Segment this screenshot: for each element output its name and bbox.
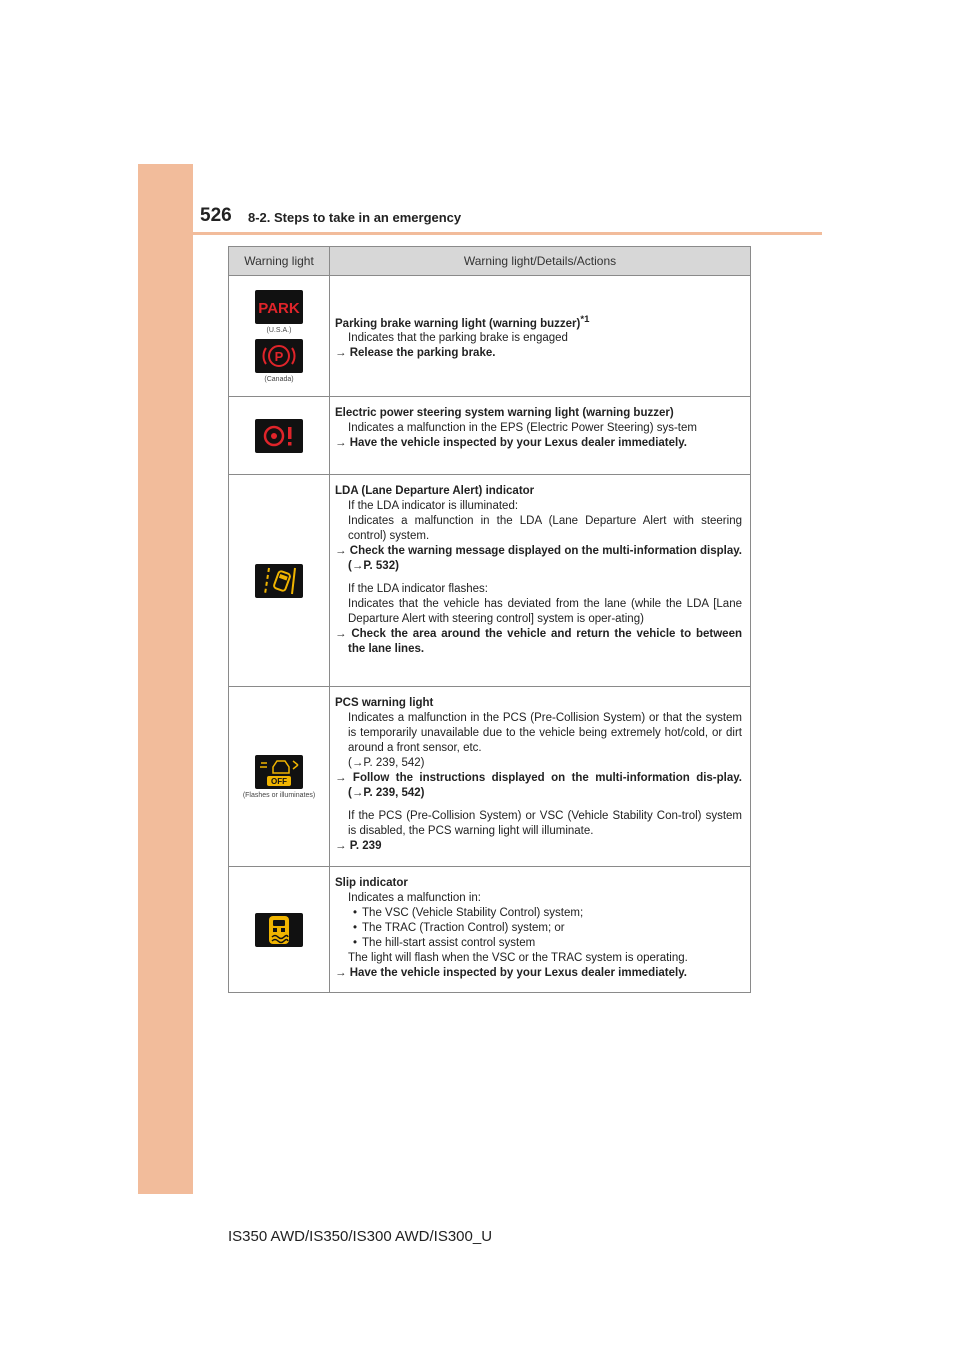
row-description: Indicates a malfunction in the PCS (Pre-Collision System) or that the system is temporarily unavailable due to the vehicle being extremely hot/cold, or dirt around a front sensor, etc.: [348, 712, 742, 754]
warning-light-table: [228, 246, 751, 993]
row-reference: (→P. 239, 542): [348, 757, 425, 769]
details-cell: [330, 867, 751, 993]
table-row: [229, 397, 751, 475]
row-action: → Follow the instructions displayed on the multi-information dis-play. (→P. 239, 542): [335, 772, 742, 799]
row-action: → Check the area around the vehicle and return the vehicle to between the lane lines.: [335, 628, 742, 655]
row-description: Indicates that the vehicle has deviated from the lane (while the LDA [Lane Departure Alert with steering control] system is oper-ating): [348, 598, 742, 625]
row-action: → Check the warning message displayed on the multi-information display. (→P. 532): [335, 545, 743, 572]
row-condition: If the LDA indicator is illuminated:: [348, 500, 519, 512]
icon-cell: [229, 867, 330, 993]
table-row: [229, 276, 751, 397]
row-action: → Release the parking brake.: [335, 347, 496, 360]
eps-warning-icon: [255, 419, 303, 453]
row-description: Indicates a malfunction in:: [348, 892, 481, 904]
row-description: Indicates that the parking brake is engaged: [348, 332, 568, 345]
parking-brake-p-icon: [255, 339, 303, 373]
row-title: Electric power steering system warning light (warning buzzer): [335, 407, 674, 419]
row-title: PCS warning light: [335, 697, 434, 709]
col-header-details: Warning light/Details/Actions: [330, 247, 751, 276]
details-cell: [330, 276, 751, 397]
model-footer: IS350 AWD/IS350/IS300 AWD/IS300_U: [228, 1228, 493, 1245]
row-title: Parking brake warning light (warning buzzer)$^{*1}$: [335, 313, 590, 330]
caption-flashes: (Flashes or illuminates): [242, 791, 316, 799]
section-title: 8-2. Steps to take in an emergency: [248, 210, 462, 225]
page-number: 526: [200, 205, 232, 226]
chapter-side-band: [138, 164, 193, 1194]
slip-indicator-icon: [255, 913, 303, 947]
park-lamp-icon: [255, 290, 303, 324]
row-action: → P. 239: [335, 840, 382, 852]
row-title: Slip indicator: [335, 877, 408, 889]
col-header-warning-light: Warning light: [229, 247, 330, 276]
row-title: LDA (Lane Departure Alert) indicator: [335, 485, 535, 497]
row-description: Indicates a malfunction in the LDA (Lane Departure Alert with steering control) system.: [348, 515, 742, 542]
row-description: If the PCS (Pre-Collision System) or VSC (Vehicle Stability Con-trol) system is disabled, the PCS warning light will illuminate.: [348, 810, 742, 837]
table-row: [229, 867, 751, 993]
icon-cell: [229, 397, 330, 475]
svg-text:P: P: [274, 348, 284, 364]
row-condition: If the LDA indicator flashes:: [348, 583, 488, 595]
svg-text:OFF: OFF: [271, 776, 287, 786]
row-description: The light will flash when the VSC or the TRAC system is operating.: [348, 952, 688, 964]
lda-indicator-icon: [255, 564, 303, 598]
row-action: → Have the vehicle inspected by your Lexus dealer immediately.: [335, 437, 687, 449]
details-cell: [330, 475, 751, 687]
list-item: • The hill-start assist control system: [353, 937, 536, 949]
list-item: • The VSC (Vehicle Stability Control) system;: [353, 907, 584, 919]
row-description: Indicates a malfunction in the EPS (Electric Power Steering) sys-tem: [348, 422, 697, 434]
pcs-warning-icon: [255, 755, 303, 789]
caption-canada: (Canada): [264, 375, 294, 383]
icon-cell: [229, 475, 330, 687]
row-action: → Have the vehicle inspected by your Lexus dealer immediately.: [335, 967, 687, 979]
table-row: [229, 687, 751, 867]
table-header-row: [229, 247, 751, 276]
icon-cell: [229, 687, 330, 867]
table-row: [229, 475, 751, 687]
details-cell: [330, 687, 751, 867]
icon-cell: [229, 276, 330, 397]
svg-text:PARK: PARK: [258, 299, 300, 317]
details-cell: [330, 397, 751, 475]
caption-usa: (U.S.A.): [266, 326, 292, 334]
header-rule: [193, 232, 822, 235]
list-item: • The TRAC (Traction Control) system; or: [353, 922, 565, 934]
